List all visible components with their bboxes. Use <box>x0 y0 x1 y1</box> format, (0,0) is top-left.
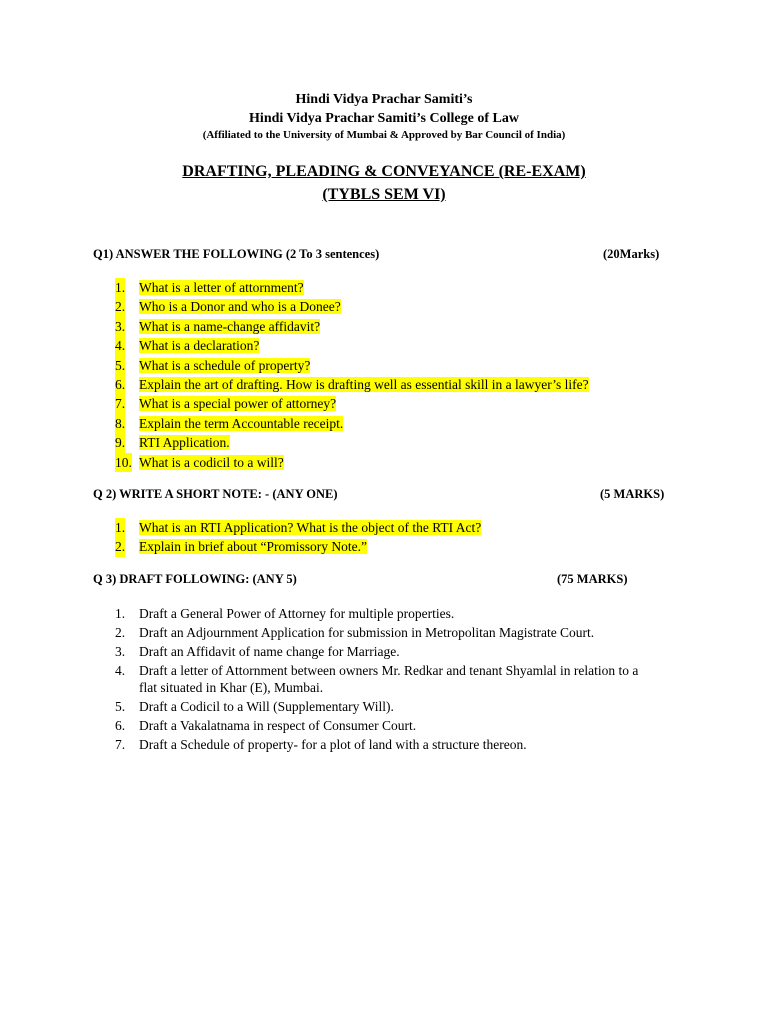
item-text: Draft a letter of Attornment between owners Mr. Redkar and tenant Shyamlal in relation to a flat situated in Khar (E), Mumbai. <box>139 663 639 695</box>
item-number: 3. <box>115 317 125 336</box>
item-number: 2. <box>115 537 125 556</box>
q1-heading: Q1) ANSWER THE FOLLOWING (2 To 3 sentences) <box>93 247 380 261</box>
item-number: 6. <box>115 375 125 394</box>
item-number: 2. <box>115 625 126 640</box>
list-item <box>115 518 481 537</box>
college-name: Hindi Vidya Prachar Samiti’s College of Law <box>249 111 519 126</box>
item-number: 7. <box>115 737 126 752</box>
item-number: 9. <box>115 433 125 452</box>
item-number: 4. <box>115 663 126 678</box>
q3-marks: (75 MARKS) <box>557 572 628 586</box>
list-item <box>115 716 659 735</box>
item-text: Draft an Affidavit of name change for Marriage. <box>139 644 400 659</box>
list-item <box>115 414 589 433</box>
item-text: Draft a Schedule of property- for a plot of land with a structure thereon. <box>139 737 527 752</box>
list-item <box>115 537 481 556</box>
item-number: 1. <box>115 518 125 537</box>
item-text: Explain in brief about “Promissory Note.” <box>139 539 367 555</box>
list-item <box>115 623 659 642</box>
item-number: 10. <box>115 453 132 472</box>
q2-marks: (5 MARKS) <box>600 487 665 501</box>
list-item <box>115 297 589 316</box>
q2-list <box>115 518 481 557</box>
item-text: Draft a General Power of Attorney for multiple properties. <box>139 606 455 621</box>
q2-heading: Q 2) WRITE A SHORT NOTE: - (ANY ONE) <box>93 487 338 501</box>
list-item <box>115 735 659 754</box>
list-item <box>115 453 589 472</box>
item-number: 1. <box>115 606 126 621</box>
item-text: Explain the art of drafting. How is drafting well as essential skill in a lawyer’s life? <box>139 377 589 393</box>
list-item <box>115 394 589 413</box>
list-item <box>115 336 589 355</box>
item-text: What is a special power of attorney? <box>139 396 337 412</box>
list-item <box>115 356 589 375</box>
list-item <box>115 278 589 297</box>
item-text: What is a declaration? <box>139 338 260 354</box>
list-item <box>115 642 659 661</box>
item-text: What is a letter of attornment? <box>139 280 304 295</box>
item-text: What is a name-change affidavit? <box>139 318 321 334</box>
list-item <box>115 604 659 623</box>
item-number: 7. <box>115 394 125 413</box>
list-item <box>115 317 589 336</box>
exam-subtitle: (TYBLS SEM VI) <box>322 186 446 203</box>
item-number: 5. <box>115 356 125 375</box>
item-text: What is an RTI Application? What is the object of the RTI Act? <box>139 520 482 535</box>
item-number: 6. <box>115 718 126 733</box>
item-number: 2. <box>115 297 125 316</box>
q3-list <box>115 604 659 754</box>
item-text: What is a codicil to a will? <box>139 454 284 470</box>
item-text: Who is a Donor and who is a Donee? <box>139 299 341 315</box>
exam-title: DRAFTING, PLEADING & CONVEYANCE (RE-EXAM) <box>182 163 586 180</box>
list-item <box>115 662 659 696</box>
q1-marks: (20Marks) <box>603 247 660 261</box>
item-number: 4. <box>115 336 125 355</box>
item-text: Draft a Codicil to a Will (Supplementary Will). <box>139 699 394 714</box>
list-item <box>115 375 589 394</box>
item-text: RTI Application. <box>139 435 230 451</box>
item-text: Explain the term Accountable receipt. <box>139 415 344 431</box>
affiliation-note: (Affiliated to the University of Mumbai & Approved by Bar Council of India) <box>202 129 566 141</box>
item-text: Draft an Adjournment Application for submission in Metropolitan Magistrate Court. <box>139 625 595 640</box>
item-number: 5. <box>115 699 126 714</box>
item-text: Draft a Vakalatnama in respect of Consumer Court. <box>139 718 417 733</box>
item-number: 1. <box>115 278 125 297</box>
item-number: 8. <box>115 414 125 433</box>
item-number: 3. <box>115 644 126 659</box>
item-text: What is a schedule of property? <box>139 357 311 373</box>
q3-heading: Q 3) DRAFT FOLLOWING: (ANY 5) <box>93 572 297 586</box>
institution-name: Hindi Vidya Prachar Samiti’s <box>295 92 473 107</box>
list-item <box>115 433 589 452</box>
q1-list <box>115 278 589 472</box>
list-item <box>115 697 659 716</box>
